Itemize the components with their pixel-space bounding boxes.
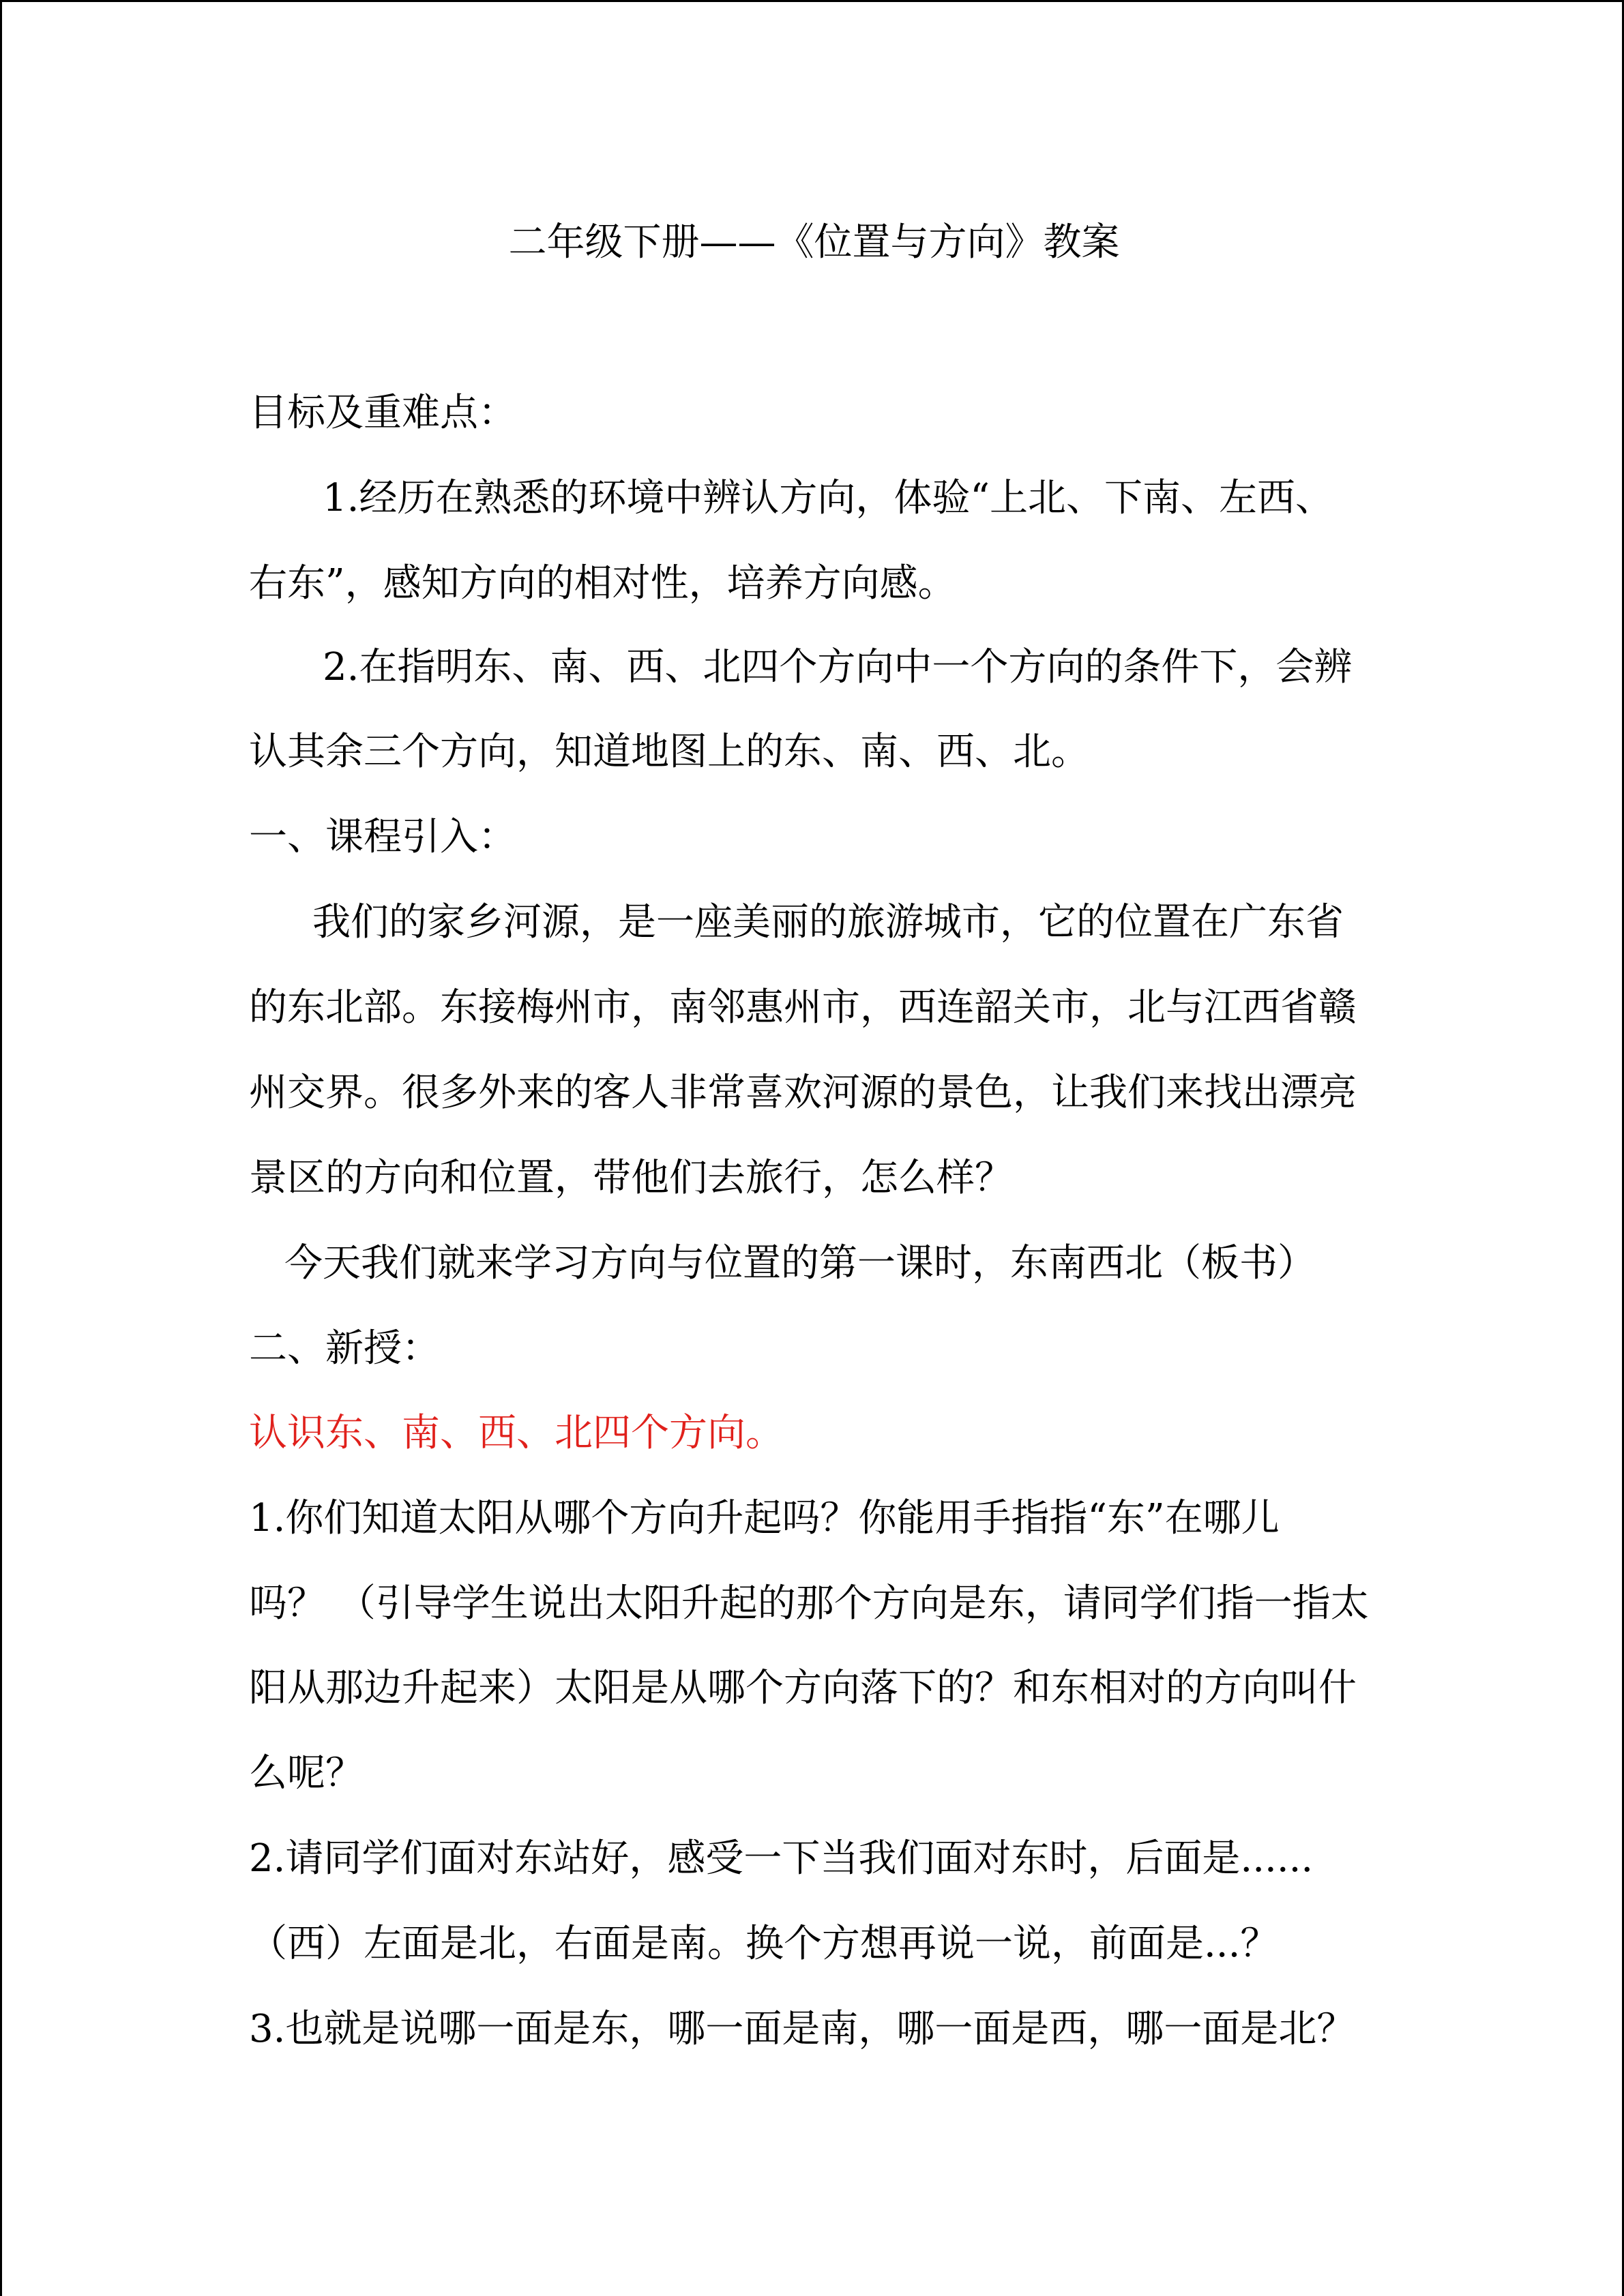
intro-paragraph-line-4: 景区的方向和位置，带他们去旅行，怎么样？ bbox=[249, 1156, 1013, 1200]
step-1-line-2: 吗？ （引导学生说出太阳升起的那个方向是东，请同学们指一指太 bbox=[249, 1581, 1369, 1626]
goal-item-1-line-1: 1.经历在熟悉的环境中辨认方向，体验“上北、下南、左西、 bbox=[323, 476, 1334, 520]
section-heading-new-lesson: 二、新授： bbox=[249, 1326, 440, 1371]
goal-item-2-line-2: 认其余三个方向，知道地图上的东、南、西、北。 bbox=[249, 730, 1089, 774]
section-heading-intro: 一、课程引入： bbox=[249, 815, 516, 859]
section-heading-goals: 目标及重难点： bbox=[249, 391, 516, 435]
intro-closing-line: 今天我们就来学习方向与位置的第一课时，东南西北（板书） bbox=[284, 1241, 1316, 1285]
highlighted-topic-line: 认识东、南、西、北四个方向。 bbox=[249, 1411, 784, 1455]
step-2-line-1: 2.请同学们面对东站好，感受一下当我们面对东时，后面是...... bbox=[249, 1836, 1314, 1881]
goal-item-1-line-2: 右东”，感知方向的相对性，培养方向感。 bbox=[249, 561, 956, 606]
goal-item-2-line-1: 2.在指明东、南、西、北四个方向中一个方向的条件下，会辨 bbox=[323, 645, 1353, 689]
intro-paragraph-line-1: 我们的家乡河源，是一座美丽的旅游城市，它的位置在广东省 bbox=[312, 900, 1344, 944]
step-3-line-1: 3.也就是说哪一面是东，哪一面是南，哪一面是西，哪一面是北？ bbox=[249, 2007, 1355, 2051]
document-title: 二年级下册——《位置与方向》教案 bbox=[508, 220, 1120, 265]
step-1-line-3: 阳从那边升起来）太阳是从哪个方向落下的？和东相对的方向叫什 bbox=[249, 1666, 1357, 1710]
intro-paragraph-line-2: 的东北部。东接梅州市，南邻惠州市，西连韶关市，北与江西省赣 bbox=[249, 985, 1357, 1030]
intro-paragraph-line-3: 州交界。很多外来的客人非常喜欢河源的景色，让我们来找出漂亮 bbox=[249, 1071, 1357, 1115]
step-2-line-2: （西）左面是北，右面是南。换个方想再说一说，前面是...？ bbox=[249, 1922, 1279, 1966]
step-1-line-4: 么呢？ bbox=[249, 1751, 364, 1795]
step-1-line-1: 1.你们知道太阳从哪个方向升起吗？你能用手指指“东”在哪儿 bbox=[249, 1496, 1280, 1540]
